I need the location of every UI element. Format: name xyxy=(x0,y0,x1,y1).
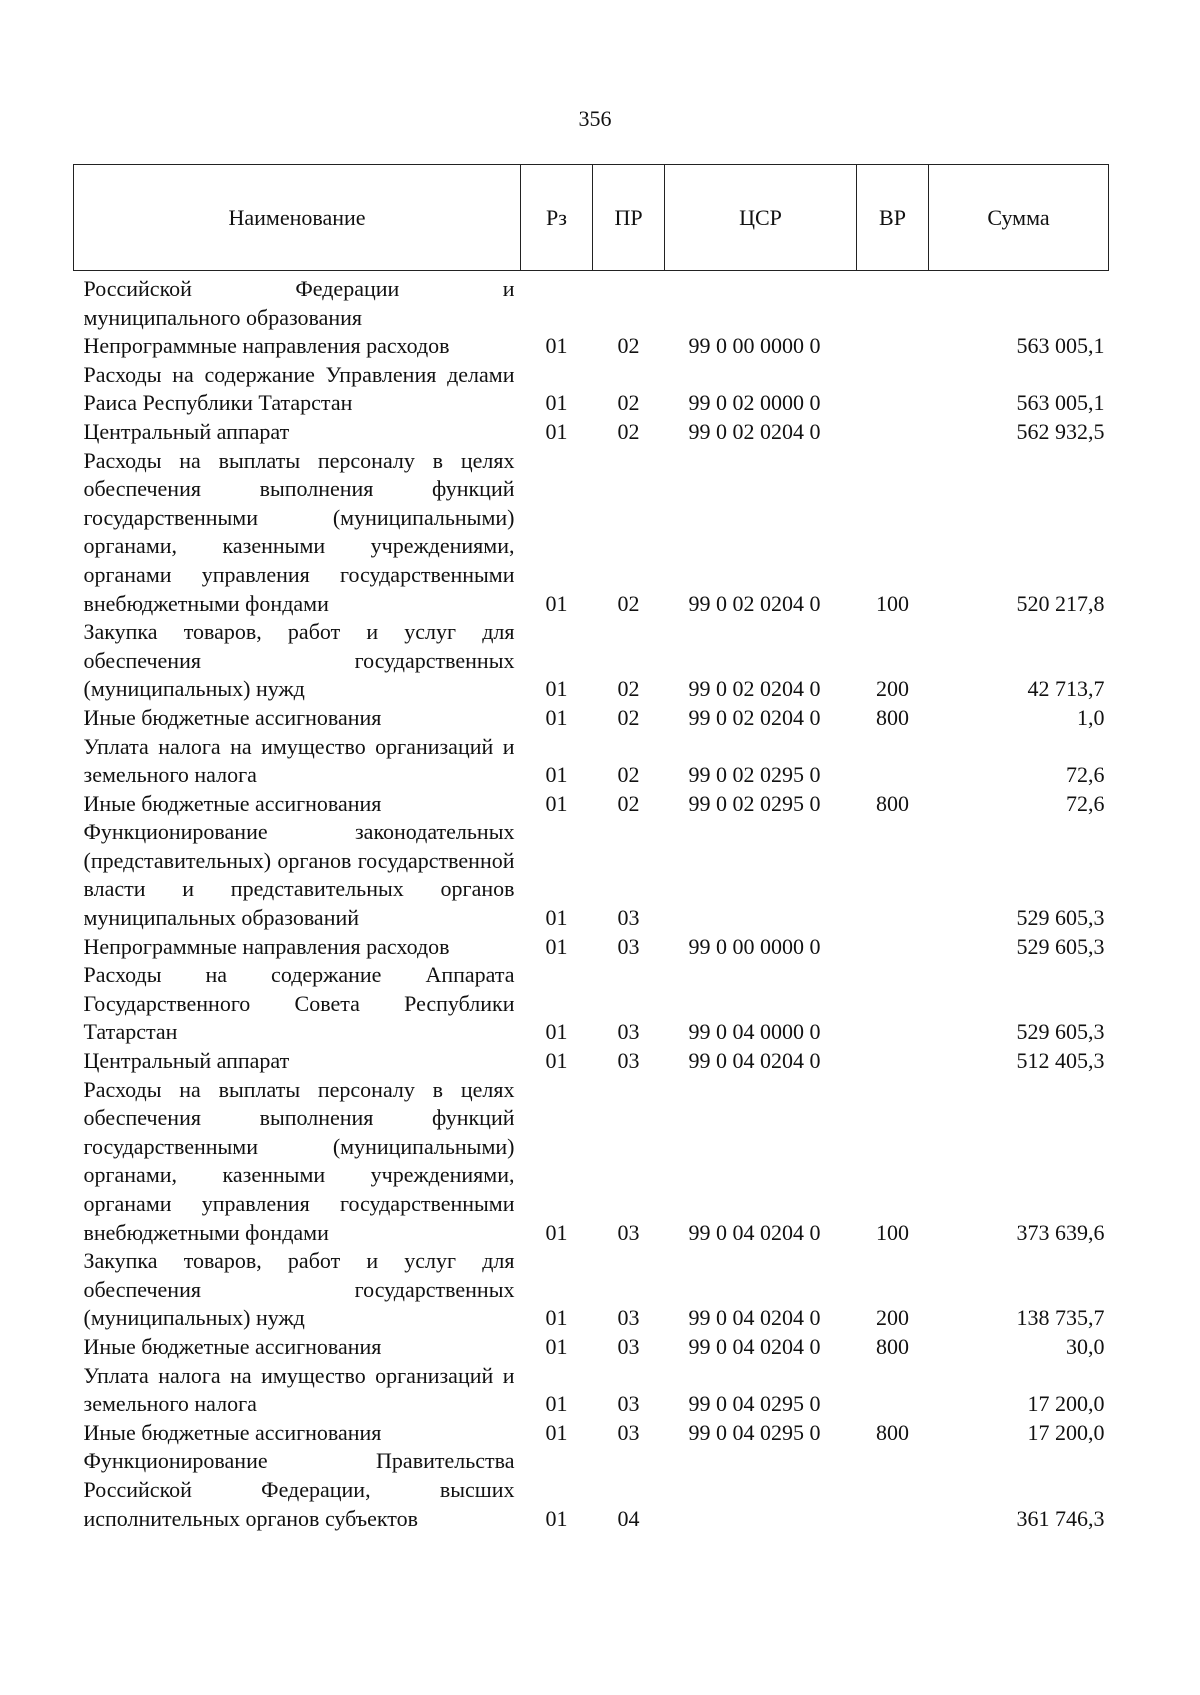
cell-rz: 01 xyxy=(545,790,568,816)
cell-csr: 99 0 02 0204 0 xyxy=(688,590,821,616)
cell-pr: 02 xyxy=(617,676,640,702)
cell-pr: 03 xyxy=(617,905,640,931)
cell-csr: 99 0 00 0000 0 xyxy=(688,933,821,959)
cell-name: Расходы на содержание Управления делами Раиса Республики Татарстан xyxy=(83,361,515,416)
cell-sum: 563 005,1 xyxy=(1016,390,1105,416)
header-name: Наименование xyxy=(74,165,521,271)
table-row xyxy=(74,304,1109,333)
cell-vr xyxy=(857,961,929,1047)
cell-pr: 02 xyxy=(617,418,640,444)
cell-csr: 99 0 04 0000 0 xyxy=(688,1019,821,1045)
cell-rz: 01 xyxy=(545,1219,568,1245)
cell-csr: 99 0 04 0204 0 xyxy=(688,1333,821,1359)
header-vr: ВР xyxy=(857,165,929,271)
table-row xyxy=(74,818,1109,932)
cell-rz: 01 xyxy=(545,1019,568,1045)
cell-sum: 520 217,8 xyxy=(1016,590,1105,616)
cell-name: Иные бюджетные ассигнования xyxy=(83,704,382,730)
cell-vr: 800 xyxy=(876,790,909,816)
cell-csr: 99 0 04 0295 0 xyxy=(688,1419,821,1445)
table-row xyxy=(74,961,1109,1047)
cell-pr: 03 xyxy=(617,933,640,959)
cell-vr xyxy=(857,1447,929,1533)
cell-rz: 01 xyxy=(545,1333,568,1359)
cell-sum: 17 200,0 xyxy=(1027,1419,1105,1445)
cell-vr xyxy=(857,1362,929,1419)
cell-name: Уплата налога на имущество организаций и земельного налога xyxy=(83,733,515,788)
cell-name: Иные бюджетные ассигнования xyxy=(83,1419,382,1445)
cell-name: Уплата налога на имущество организаций и земельного налога xyxy=(83,1362,515,1417)
cell-vr xyxy=(857,271,929,304)
table-row xyxy=(74,618,1109,704)
table-row xyxy=(74,1419,1109,1448)
table-row xyxy=(74,447,1109,619)
cell-sum: 17 200,0 xyxy=(1027,1391,1105,1417)
cell-pr xyxy=(593,304,665,333)
cell-rz: 01 xyxy=(545,333,568,359)
cell-vr: 200 xyxy=(876,1305,909,1331)
cell-csr: 99 0 04 0295 0 xyxy=(688,1391,821,1417)
cell-sum xyxy=(929,271,1109,304)
table-header-row xyxy=(74,165,1109,271)
cell-pr: 03 xyxy=(617,1048,640,1074)
table-row xyxy=(74,361,1109,418)
cell-csr: 99 0 02 0295 0 xyxy=(688,790,821,816)
cell-vr xyxy=(857,418,929,447)
cell-rz xyxy=(521,271,593,304)
cell-pr: 03 xyxy=(617,1391,640,1417)
table-body xyxy=(74,271,1109,1534)
cell-name: Центральный аппарат xyxy=(83,418,290,444)
cell-pr: 02 xyxy=(617,333,640,359)
cell-csr: 99 0 02 0295 0 xyxy=(688,762,821,788)
cell-rz: 01 xyxy=(545,905,568,931)
cell-name: Закупка товаров, работ и услуг для обеспечения государственных (муниципальных) нужд xyxy=(83,619,515,702)
cell-vr xyxy=(857,1047,929,1076)
cell-rz: 01 xyxy=(545,1048,568,1074)
cell-rz: 01 xyxy=(545,1305,568,1331)
table-row xyxy=(74,332,1109,361)
cell-vr xyxy=(857,733,929,790)
table-row xyxy=(74,933,1109,962)
page-number: 356 xyxy=(578,106,612,131)
table-row xyxy=(74,790,1109,819)
cell-rz xyxy=(521,304,593,333)
cell-vr xyxy=(857,361,929,418)
cell-name: Расходы на содержание Аппарата Государственного Совета Республики Татарстан xyxy=(83,962,515,1045)
cell-name: Непрограммные направления расходов xyxy=(83,933,450,959)
cell-pr xyxy=(593,271,665,304)
cell-csr: 99 0 02 0204 0 xyxy=(688,676,821,702)
cell-csr xyxy=(665,304,857,333)
header-csr: ЦСР xyxy=(665,165,857,271)
cell-name: Функционирование Правительства Российской Федерации, высших исполнительных органов субъектов xyxy=(83,1448,515,1531)
header-pr: ПР xyxy=(593,165,665,271)
cell-pr: 02 xyxy=(617,704,640,730)
cell-sum: 30,0 xyxy=(1066,1333,1105,1359)
table-row xyxy=(74,1447,1109,1533)
cell-csr: 99 0 02 0000 0 xyxy=(688,390,821,416)
cell-sum: 529 605,3 xyxy=(1016,1019,1105,1045)
cell-vr xyxy=(857,304,929,333)
cell-name: Расходы на выплаты персоналу в целях обеспечения выполнения функций государственными (муниципальными) органами, казенными учреждениями, органами управления государственными внебюджетными фондами xyxy=(83,1076,515,1245)
cell-vr xyxy=(857,933,929,962)
table-row xyxy=(74,704,1109,733)
cell-csr xyxy=(665,1447,857,1533)
cell-name: Расходы на выплаты персоналу в целях обеспечения выполнения функций государственными (муниципальными) органами, казенными учреждениями, органами управления государственными внебюджетными фондами xyxy=(83,447,515,616)
cell-sum: 529 605,3 xyxy=(1016,905,1105,931)
cell-name: Российской Федерации и xyxy=(83,276,515,301)
table-row xyxy=(74,1076,1109,1248)
cell-csr: 99 0 04 0204 0 xyxy=(688,1305,821,1331)
cell-sum xyxy=(929,304,1109,333)
table-row xyxy=(74,1333,1109,1362)
cell-sum: 563 005,1 xyxy=(1016,333,1105,359)
cell-csr: 99 0 00 0000 0 xyxy=(688,333,821,359)
cell-rz: 01 xyxy=(545,1505,568,1531)
cell-vr xyxy=(857,818,929,932)
cell-pr: 02 xyxy=(617,590,640,616)
cell-csr xyxy=(665,818,857,932)
cell-rz: 01 xyxy=(545,933,568,959)
cell-pr: 04 xyxy=(617,1505,640,1531)
cell-pr: 02 xyxy=(617,390,640,416)
table-row xyxy=(74,418,1109,447)
table-row xyxy=(74,1247,1109,1333)
budget-table xyxy=(73,164,1109,1533)
cell-csr: 99 0 04 0204 0 xyxy=(688,1048,821,1074)
cell-vr xyxy=(857,332,929,361)
table-row xyxy=(74,1362,1109,1419)
cell-vr: 100 xyxy=(876,590,909,616)
cell-pr: 03 xyxy=(617,1333,640,1359)
cell-sum: 529 605,3 xyxy=(1016,933,1105,959)
header-rz: Рз xyxy=(521,165,593,271)
cell-name: Непрограммные направления расходов xyxy=(83,333,450,359)
cell-pr: 02 xyxy=(617,762,640,788)
cell-name: Функционирование законодательных (представительных) органов государственной власти и представительных органов муниципальных образований xyxy=(83,819,515,931)
table-row xyxy=(74,1047,1109,1076)
cell-rz: 01 xyxy=(545,676,568,702)
cell-pr: 03 xyxy=(617,1419,640,1445)
cell-csr: 99 0 02 0204 0 xyxy=(688,418,821,444)
cell-rz: 01 xyxy=(545,1419,568,1445)
cell-pr: 03 xyxy=(617,1219,640,1245)
cell-name: Иные бюджетные ассигнования xyxy=(83,1333,382,1359)
cell-sum: 72,6 xyxy=(1066,762,1105,788)
cell-rz: 01 xyxy=(545,762,568,788)
cell-rz: 01 xyxy=(545,590,568,616)
cell-pr: 03 xyxy=(617,1305,640,1331)
cell-vr: 100 xyxy=(876,1219,909,1245)
cell-vr: 800 xyxy=(876,1419,909,1445)
cell-vr: 800 xyxy=(876,704,909,730)
table-row xyxy=(74,733,1109,790)
cell-rz: 01 xyxy=(545,390,568,416)
cell-sum: 361 746,3 xyxy=(1016,1505,1105,1531)
cell-vr: 800 xyxy=(876,1333,909,1359)
cell-sum: 42 713,7 xyxy=(1027,676,1105,702)
cell-rz: 01 xyxy=(545,704,568,730)
cell-sum: 373 639,6 xyxy=(1016,1219,1105,1245)
cell-pr: 02 xyxy=(617,790,640,816)
cell-vr: 200 xyxy=(876,676,909,702)
cell-sum: 1,0 xyxy=(1077,704,1105,730)
cell-sum: 72,6 xyxy=(1066,790,1105,816)
cell-rz: 01 xyxy=(545,1391,568,1417)
cell-sum: 138 735,7 xyxy=(1016,1305,1105,1331)
cell-csr xyxy=(665,271,857,304)
cell-rz: 01 xyxy=(545,418,568,444)
cell-name: Центральный аппарат xyxy=(83,1048,290,1074)
header-sum: Сумма xyxy=(929,165,1109,271)
cell-name: муниципального образования xyxy=(83,304,363,330)
cell-sum: 512 405,3 xyxy=(1016,1048,1105,1074)
cell-csr: 99 0 02 0204 0 xyxy=(688,704,821,730)
cell-name: Закупка товаров, работ и услуг для обеспечения государственных (муниципальных) нужд xyxy=(83,1248,515,1331)
cell-name: Иные бюджетные ассигнования xyxy=(83,790,382,816)
cell-csr: 99 0 04 0204 0 xyxy=(688,1219,821,1245)
cell-pr: 03 xyxy=(617,1019,640,1045)
cell-sum: 562 932,5 xyxy=(1016,418,1105,444)
table-row xyxy=(74,271,1109,304)
